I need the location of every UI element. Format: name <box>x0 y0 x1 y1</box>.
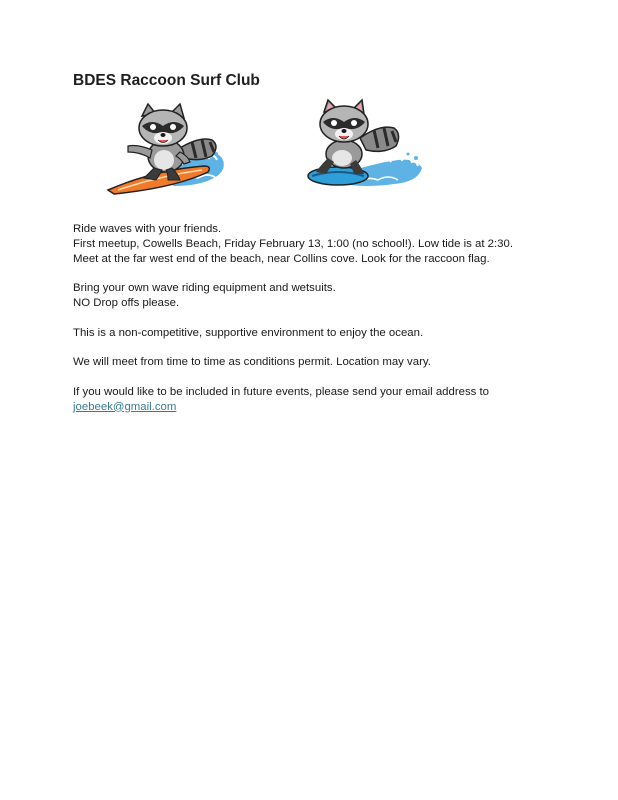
text-line: NO Drop offs please. <box>73 296 180 309</box>
paragraph-meetup <box>73 222 593 266</box>
text-line: Bring your own wave riding equipment and wetsuits. <box>73 282 336 295</box>
text-line: First meetup, Cowells Beach, Friday February 13, 1:00 (no school!). Low tide is at 2:30. <box>73 237 514 250</box>
page-title: BDES Raccoon Surf Club <box>73 72 260 89</box>
paragraph-environment <box>73 326 593 341</box>
text-line: Ride waves with your friends. <box>73 223 222 235</box>
text-line: We will meet from time to time as conditions permit. Location may vary. <box>73 356 431 369</box>
email-link[interactable]: joebeek@gmail.com <box>73 400 177 413</box>
raccoon-bodyboard-illustration <box>298 98 426 192</box>
paragraph-equipment <box>73 281 593 311</box>
flyer-body <box>73 222 593 414</box>
paragraph-contact <box>73 385 593 415</box>
text-line: If you would like to be included in future events, please send your email address to <box>73 385 490 398</box>
text-line: This is a non-competitive, supportive environment to enjoy the ocean. <box>73 326 424 339</box>
paragraph-schedule <box>73 355 593 370</box>
text-line: Meet at the far west end of the beach, near Collins cove. Look for the raccoon flag. <box>73 252 490 265</box>
raccoon-surfboard-illustration <box>104 100 230 200</box>
